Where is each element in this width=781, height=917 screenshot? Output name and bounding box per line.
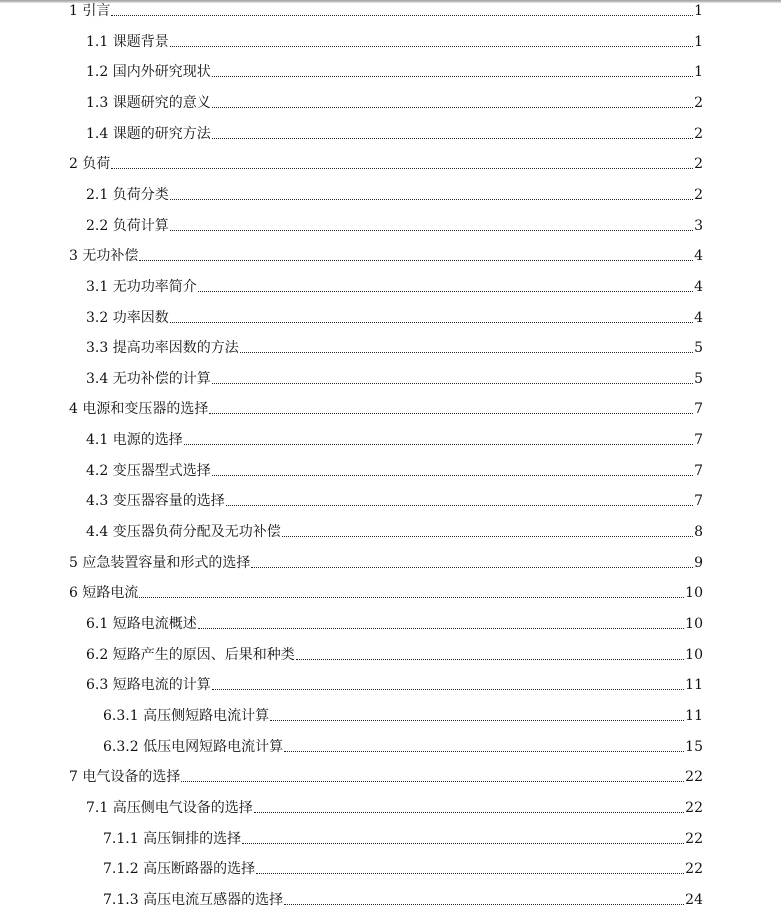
toc-dot-leader — [284, 751, 684, 752]
toc-entry[interactable] — [103, 703, 703, 725]
toc-entry-page-number: 7 — [694, 463, 703, 479]
toc-entry-page-number: 1 — [694, 3, 703, 19]
toc-entry[interactable] — [86, 90, 703, 112]
toc-entry-label: 4.4 变压器负荷分配及无功补偿 — [86, 524, 281, 540]
toc-entry-page-number: 22 — [685, 800, 703, 816]
toc-entry-label: 7 电气设备的选择 — [69, 769, 181, 785]
toc-entry-label: 5 应急装置容量和形式的选择 — [69, 555, 251, 571]
toc-entry-label: 4.1 电源的选择 — [86, 432, 183, 448]
toc-entry-label: 7.1.3 高压电流互感器的选择 — [103, 892, 284, 908]
toc-entry-page-number: 2 — [694, 187, 703, 203]
toc-dot-leader — [111, 168, 693, 169]
toc-entry-label: 3 无功补偿 — [69, 248, 139, 264]
toc-entry-label: 3.1 无功功率简介 — [86, 279, 197, 295]
toc-entry-page-number: 24 — [685, 892, 703, 908]
toc-entry-label: 6.3.2 低压电网短路电流计算 — [103, 739, 284, 755]
toc-dot-leader — [209, 413, 693, 414]
toc-entry[interactable] — [103, 887, 703, 909]
toc-dot-leader — [170, 230, 693, 231]
toc-entry-page-number: 5 — [694, 371, 703, 387]
toc-entry[interactable] — [86, 213, 703, 235]
toc-entry-page-number: 22 — [685, 861, 703, 877]
toc-entry-page-number: 4 — [694, 279, 703, 295]
toc-entry[interactable] — [86, 611, 703, 633]
toc-dot-leader — [256, 873, 684, 874]
toc-entry-label: 4 电源和变压器的选择 — [69, 401, 209, 417]
toc-entry[interactable] — [103, 856, 703, 878]
toc-entry-label: 6.3 短路电流的计算 — [86, 677, 211, 693]
toc-entry[interactable] — [86, 519, 703, 541]
toc-entry[interactable] — [69, 580, 703, 602]
toc-entry-page-number: 7 — [694, 401, 703, 417]
toc-entry[interactable] — [86, 427, 703, 449]
toc-entry-page-number: 7 — [694, 493, 703, 509]
toc-entry-label: 2.1 负荷分类 — [86, 187, 169, 203]
toc-dot-leader — [198, 628, 684, 629]
toc-entry-label: 7.1.2 高压断路器的选择 — [103, 861, 256, 877]
toc-entry-page-number: 4 — [694, 248, 703, 264]
toc-entry[interactable] — [86, 488, 703, 510]
toc-dot-leader — [184, 444, 693, 445]
toc-dot-leader — [240, 352, 693, 353]
toc-entry[interactable] — [86, 366, 703, 388]
toc-entry-label: 7.1.1 高压铜排的选择 — [103, 831, 242, 847]
toc-dot-leader — [270, 720, 684, 721]
toc-entry[interactable] — [86, 274, 703, 296]
toc-dot-leader — [198, 291, 693, 292]
toc-entry-label: 4.2 变压器型式选择 — [86, 463, 211, 479]
toc-entry-page-number: 1 — [694, 34, 703, 50]
toc-entry[interactable] — [86, 182, 703, 204]
toc-dot-leader — [170, 322, 693, 323]
toc-entry-label: 1.4 课题的研究方法 — [86, 126, 211, 142]
toc-entry-label: 6 短路电流 — [69, 585, 139, 601]
toc-entry-label: 2.2 负荷计算 — [86, 218, 169, 234]
toc-entry-label: 1.1 课题背景 — [86, 34, 169, 50]
toc-entry-page-number: 10 — [685, 585, 703, 601]
toc-entry[interactable] — [86, 795, 703, 817]
toc-entry-label: 1.3 课题研究的意义 — [86, 95, 211, 111]
toc-entry-label: 6.3.1 高压侧短路电流计算 — [103, 708, 270, 724]
toc-entry-label: 4.3 变压器容量的选择 — [86, 493, 225, 509]
toc-entry[interactable] — [86, 642, 703, 664]
toc-entry[interactable] — [69, 0, 703, 20]
toc-entry-page-number: 11 — [685, 708, 703, 724]
toc-entry-label: 1 引言 — [69, 3, 111, 19]
toc-entry-page-number: 5 — [694, 340, 703, 356]
toc-entry[interactable] — [69, 396, 703, 418]
toc-entry-page-number: 11 — [685, 677, 703, 693]
toc-dot-leader — [282, 536, 693, 537]
toc-dot-leader — [296, 659, 684, 660]
toc-dot-leader — [212, 383, 693, 384]
toc-dot-leader — [170, 46, 693, 47]
toc-dot-leader — [212, 475, 693, 476]
toc-dot-leader — [284, 904, 684, 905]
toc-entry-page-number: 22 — [685, 769, 703, 785]
toc-dot-leader — [111, 15, 693, 16]
toc-dot-leader — [251, 567, 693, 568]
toc-dot-leader — [139, 597, 684, 598]
toc-entry-page-number: 2 — [694, 156, 703, 172]
toc-entry-page-number: 10 — [685, 647, 703, 663]
toc-dot-leader — [242, 843, 684, 844]
toc-entry-page-number: 22 — [685, 831, 703, 847]
toc-entry[interactable] — [86, 458, 703, 480]
toc-entry-label: 3.4 无功补偿的计算 — [86, 371, 211, 387]
toc-entry[interactable] — [86, 59, 703, 81]
toc-entry-page-number: 2 — [694, 126, 703, 142]
toc-dot-leader — [254, 812, 684, 813]
toc-entry-label: 6.2 短路产生的原因、后果和种类 — [86, 647, 295, 663]
toc-entry-label: 7.1 高压侧电气设备的选择 — [86, 800, 253, 816]
toc-entry[interactable] — [69, 764, 703, 786]
toc-dot-leader — [212, 138, 693, 139]
toc-dot-leader — [139, 260, 693, 261]
toc-entry-label: 1.2 国内外研究现状 — [86, 64, 211, 80]
toc-dot-leader — [226, 505, 693, 506]
toc-entry-label: 6.1 短路电流概述 — [86, 616, 197, 632]
toc-entry[interactable] — [86, 672, 703, 694]
toc-entry-page-number: 3 — [694, 218, 703, 234]
toc-entry[interactable] — [86, 29, 703, 51]
toc-entry-label: 3.2 功率因数 — [86, 310, 169, 326]
toc-dot-leader — [212, 76, 693, 77]
toc-entry[interactable] — [69, 550, 703, 572]
toc-entry[interactable] — [69, 243, 703, 265]
toc-entry-page-number: 10 — [685, 616, 703, 632]
toc-entry-page-number: 9 — [694, 555, 703, 571]
toc-entry[interactable] — [103, 734, 703, 756]
toc-entry-page-number: 8 — [694, 524, 703, 540]
toc-dot-leader — [170, 199, 693, 200]
toc-dot-leader — [212, 107, 693, 108]
toc-entry[interactable] — [86, 305, 703, 327]
toc-entry-label: 2 负荷 — [69, 156, 111, 172]
toc-dot-leader — [212, 689, 684, 690]
toc-entry[interactable] — [103, 826, 703, 848]
toc-entry-page-number: 15 — [685, 739, 703, 755]
toc-entry[interactable] — [86, 121, 703, 143]
toc-entry[interactable] — [86, 335, 703, 357]
toc-entry-label: 3.3 提高功率因数的方法 — [86, 340, 239, 356]
toc-entry-page-number: 7 — [694, 432, 703, 448]
toc-entry-page-number: 2 — [694, 95, 703, 111]
toc-entry-page-number: 4 — [694, 310, 703, 326]
toc-dot-leader — [181, 781, 684, 782]
toc-entry[interactable] — [69, 151, 703, 173]
toc-entry-page-number: 1 — [694, 64, 703, 80]
